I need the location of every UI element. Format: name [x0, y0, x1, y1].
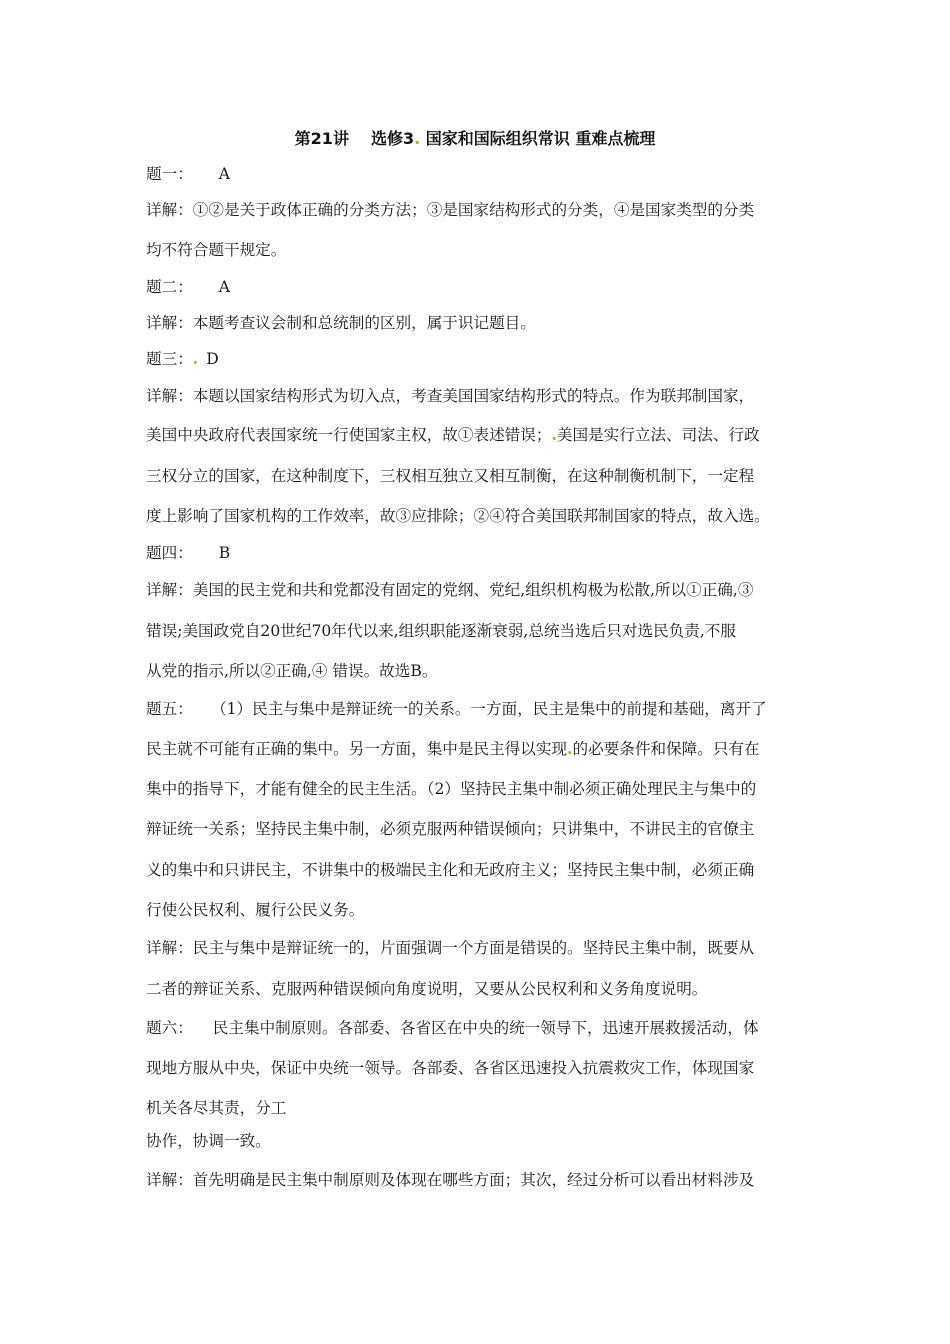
- decorative-dot: .: [414, 129, 421, 148]
- explanation-line: 度上影响了国家机构的工作效率，故③应排除；②④符合美国联邦制国家的特点，故入选。: [146, 507, 770, 525]
- answer-line: 协作，协调一致。: [146, 1132, 271, 1150]
- question-5-answer: [146, 699, 767, 719]
- decorative-dot: .: [551, 425, 557, 444]
- answer-line: 民主就不可能有正确的集中。另一方面，集中是民主得以实现.的必要条件和保障。只有在: [146, 739, 760, 758]
- answer-line: 现地方服从中央，保证中央统一领导。各部委、各省区迅速投入抗震救灾工作，体现国家: [146, 1059, 755, 1077]
- answer-value: A: [218, 278, 231, 296]
- question-4-answer: [146, 543, 230, 563]
- title-course: 选修3: [370, 129, 415, 148]
- question-label: 题四：: [146, 544, 193, 562]
- answer-line: 行使公民权利、履行公民义务。: [146, 901, 365, 919]
- decorative-dot: .: [192, 349, 199, 368]
- explanation-line: 详解：本题考查议会制和总统制的区别，属于识记题目。: [146, 314, 536, 332]
- question-label: 题二：: [146, 278, 193, 296]
- page-title: [0, 126, 950, 149]
- question-1-answer: [146, 164, 230, 184]
- question-2-answer: [146, 277, 230, 297]
- answer-line: 机关各尽其责，分工: [146, 1099, 287, 1117]
- explanation-line: 三权分立的国家，在这种制度下，三权相互独立又相互制衡，在这种制衡机制下，一定程: [146, 467, 755, 485]
- explanation-line: 详解：①②是关于政体正确的分类方法；③是国家结构形式的分类，④是国家类型的分类: [146, 201, 755, 219]
- explanation-line: 详解：本题以国家结构形式为切入点，考查美国国家结构形式的特点。作为联邦制国家，: [146, 387, 755, 405]
- title-lecture: 第21讲: [294, 129, 349, 148]
- answer-value: 民主集中制原则。各部委、各省区在中央的统一领导下，迅速开展救援活动，体: [212, 1019, 759, 1037]
- decorative-dot: .: [567, 739, 573, 758]
- question-label: 题五：: [146, 700, 193, 718]
- explanation-line: 详解：首先明确是民主集中制原则及体现在哪些方面；其次，经过分析可以看出材料涉及: [146, 1171, 755, 1189]
- answer-value: （1）民主与集中是辩证统一的关系。一方面，民主是集中的前提和基础，离开了: [218, 700, 767, 718]
- answer-line: 辩证统一关系；坚持民主集中制，必须克服两种错误倾向；只讲集中，不讲民主的官僚主: [146, 820, 755, 838]
- explanation-line: 详解：美国的民主党和共和党都没有固定的党纲、党纪,组织机构极为松散,所以①正确,③: [146, 581, 754, 599]
- explanation-line: 美国中央政府代表国家统一行使国家主权，故①表述错误；.美国是实行立法、司法、行政: [146, 425, 760, 444]
- explanation-line: 二者的辩证关系、克服两种错误倾向角度说明，又要从公民权利和义务角度说明。: [146, 980, 708, 998]
- title-subject: 国家和国际组织常识 重难点梳理: [420, 129, 656, 148]
- explanation-line: 从党的指示,所以②正确,④ 错误。故选B。: [146, 662, 438, 680]
- answer-value: D: [206, 350, 219, 368]
- question-label: 题六：: [146, 1019, 193, 1037]
- explanation-line: 详解：民主与集中是辩证统一的，片面强调一个方面是错误的。坚持民主集中制，既要从: [146, 939, 755, 957]
- answer-value: B: [218, 544, 231, 562]
- question-6-answer: [146, 1018, 759, 1038]
- explanation-line: 均不符合题干规定。: [146, 241, 287, 259]
- answer-value: A: [218, 165, 231, 183]
- answer-line: 义的集中和只讲民主，不讲集中的极端民主化和无政府主义；坚持民主集中制，必须正确: [146, 861, 755, 879]
- question-label: 题一：: [146, 165, 193, 183]
- question-label: 题三：: [146, 350, 193, 368]
- explanation-line: 错误;美国政党自20世纪70年代以来,组织职能逐渐衰弱,总统当选后只对选民负责,不服: [146, 622, 736, 640]
- answer-line: 集中的指导下，才能有健全的民主生活。（2）坚持民主集中制必须正确处理民主与集中的: [146, 780, 757, 798]
- question-3-answer: [146, 349, 219, 369]
